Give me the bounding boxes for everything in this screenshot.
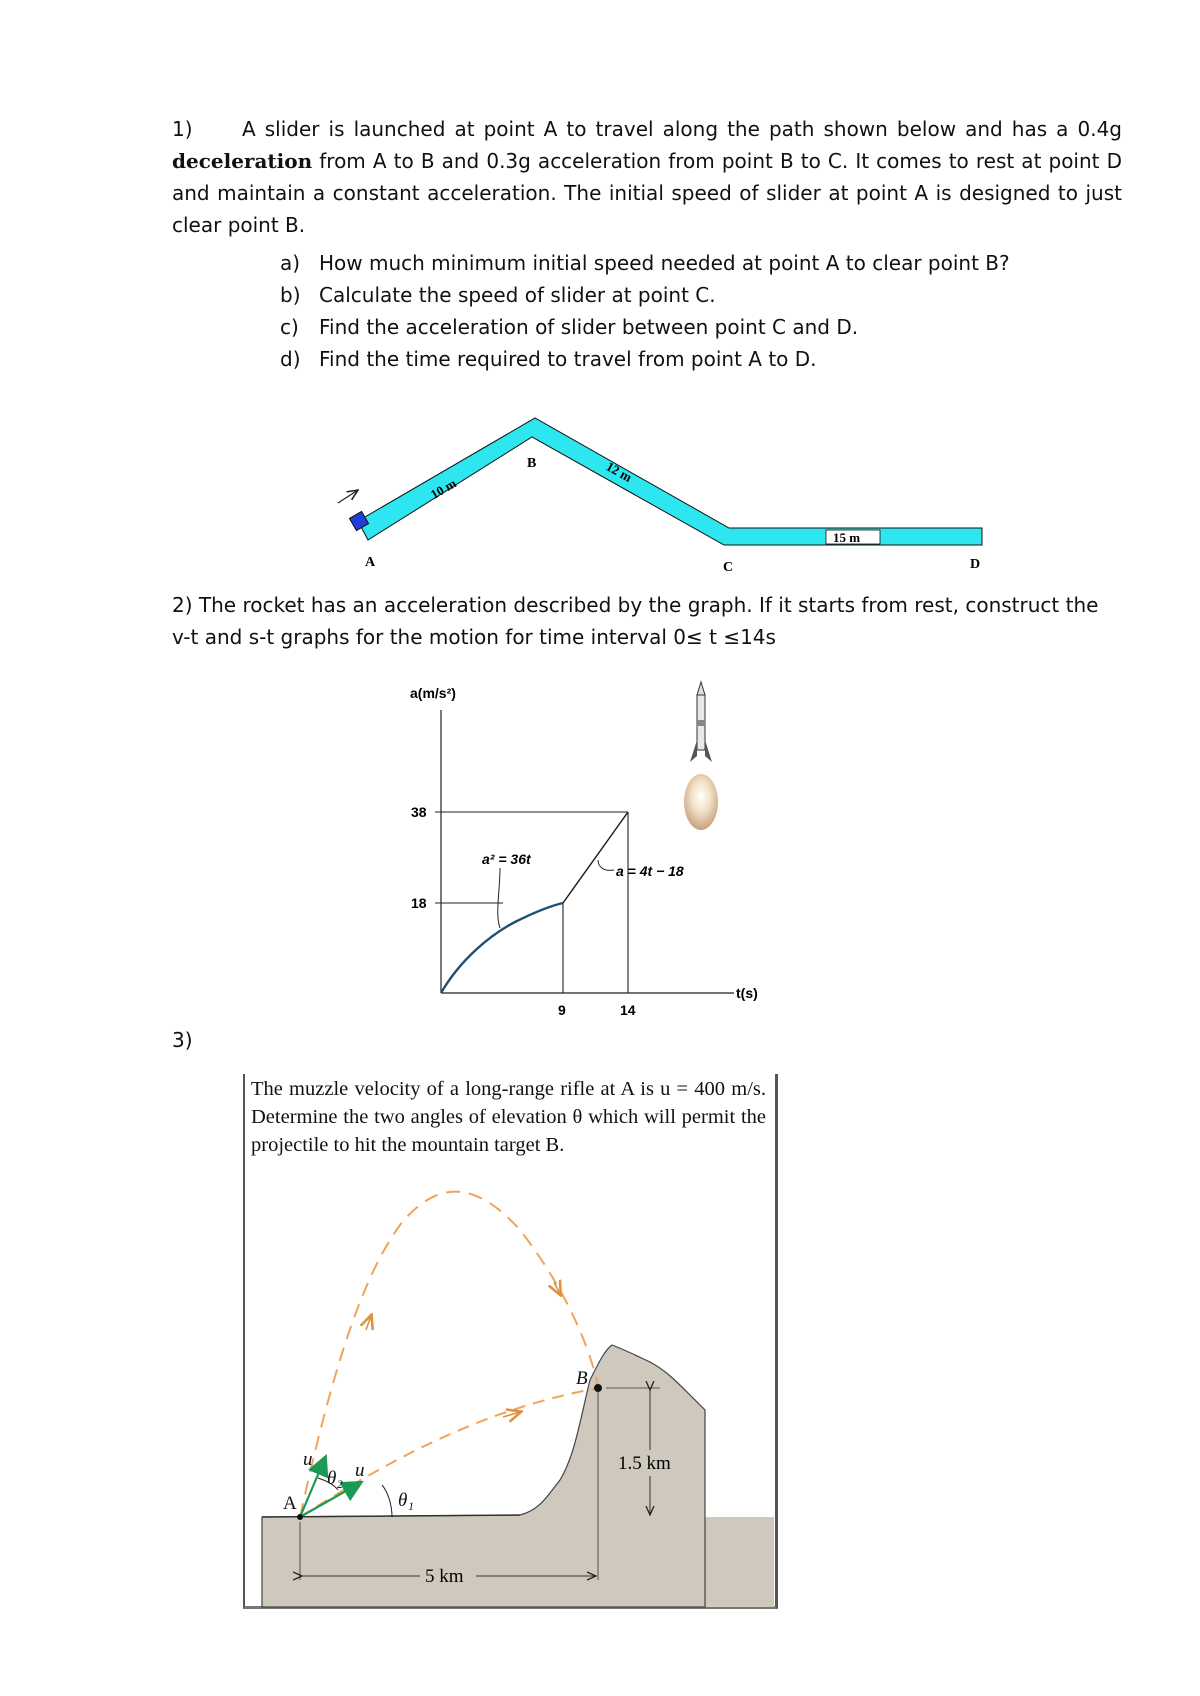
- question-1-bold-word: deceleration: [172, 149, 313, 173]
- trajectory-arrow-up: [366, 1316, 371, 1330]
- x-tick-14: 14: [620, 1002, 636, 1018]
- rocket-icon: [684, 682, 718, 830]
- fig3-point-b-label: B: [576, 1368, 588, 1389]
- part-text: Calculate the speed of slider at point C.: [319, 283, 716, 307]
- line-label: a = 4t − 18: [616, 863, 684, 879]
- part-label: a): [280, 251, 301, 275]
- part-label: d): [280, 347, 301, 371]
- part-text: How much minimum initial speed needed at point A to clear point B?: [319, 251, 1010, 275]
- x-tick-9: 9: [558, 1002, 566, 1018]
- y-tick-38: 38: [411, 804, 427, 820]
- launch-arrow: [338, 490, 358, 503]
- point-d-label: D: [970, 557, 981, 572]
- velocity-label-low: u: [355, 1460, 365, 1481]
- height-label: 1.5 km: [618, 1453, 671, 1474]
- point-b-label: B: [527, 456, 537, 471]
- line-a-4t-18: [563, 812, 628, 903]
- angle-label-1: θ₁: [398, 1490, 414, 1511]
- rifle-mountain-figure: [262, 1192, 774, 1607]
- x-axis-label: t(s): [736, 985, 758, 1001]
- angle-label-2: θ₂: [327, 1468, 343, 1489]
- high-trajectory: [300, 1192, 598, 1517]
- label-15m: 15 m: [833, 530, 861, 545]
- point-b-dot: [594, 1384, 602, 1392]
- part-label: c): [280, 315, 299, 339]
- curve-leader: [498, 868, 500, 928]
- question-1-text-start: A slider is launched at point A to travel along the path shown below and has a 0.4g: [242, 117, 1122, 141]
- line-leader: [598, 860, 614, 870]
- question-1-text-end: from A to B and 0.3g acceleration from point B to C. It comes to rest at point D and maintain a constant acceleration. The initial speed of slider at point A is designed to just clear point B.: [172, 149, 1122, 237]
- point-a-label: A: [365, 555, 376, 570]
- y-tick-18: 18: [411, 895, 427, 911]
- y-axis-label: a(m/s²): [410, 685, 456, 701]
- label-12m: 12 m: [603, 458, 635, 485]
- question-3-number: 3): [172, 1028, 193, 1052]
- point-c-label: C: [723, 560, 734, 575]
- fig3-point-a-label: A: [283, 1493, 297, 1514]
- label-10m: 10 m: [427, 475, 459, 502]
- acceleration-graph: [410, 682, 758, 1018]
- part-text: Find the time required to travel from point A to D.: [319, 347, 817, 371]
- angle-arc-1: [382, 1485, 392, 1517]
- question-3-problem-text: The muzzle velocity of a long-range rifle at A is u = 400 m/s. Determine the two angles of elevation θ which will permit the projectile to hit the mountain target B.: [251, 1078, 766, 1156]
- question-2-text: 2) The rocket has an acceleration described by the graph. If it starts from rest, construct the v-t and s-t graphs for the motion for time interval 0≤ t ≤14s: [172, 593, 1099, 649]
- distance-label: 5 km: [425, 1566, 464, 1587]
- velocity-label-high: u: [303, 1449, 313, 1470]
- curve-label: a² = 36t: [482, 851, 531, 867]
- part-label: b): [280, 283, 301, 307]
- slider-track-figure: [338, 418, 982, 575]
- part-text: Find the acceleration of slider between point C and D.: [319, 315, 859, 339]
- question-1-number: 1): [172, 117, 193, 141]
- curve-a2-36t: [441, 903, 563, 993]
- point-a-dot: [297, 1514, 303, 1520]
